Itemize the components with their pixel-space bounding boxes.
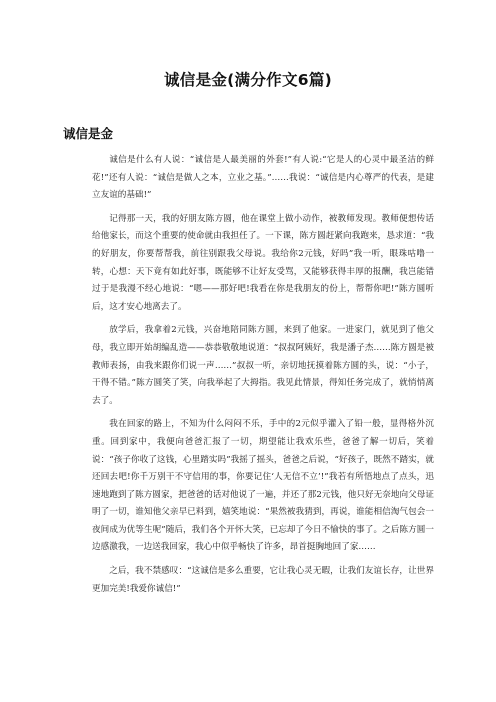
- section-heading: 诚信是金: [63, 126, 114, 141]
- paragraph-2: 记得那一天，我的好朋友陈方圆，他在课堂上做小动作，被教师发现。教师便想传话给他家长，而这个重要的使命就由我担任了。一下课，陈方圆赶紧向我跑来，恳求道：“我的好朋友，你要帮帮我，前往别跟我父母说。我给你2元钱，好吗”我一听，眼珠咕噜一转，心想：天下竟有如此好事，既能够不让好友受骂，又能够获得丰厚的报酬，我岂能错过于是我漫不经心地说：“嗯——那好吧!我看在你是我朋友的份上，帮帮你吧!”陈方圆听后，这才安心地离去了。: [92, 213, 434, 312]
- paragraph-3: 放学后，我拿着2元钱，兴奋地陪同陈方圆，来到了他家。一进家门，就见到了他父母，我立即开始胡编乱造——恭恭敬敬地说道：“叔叔阿姨好，我是潘子杰……陈方圆是被教师表扬，由我来跟你们说一声……”叔叔一听，亲切地抚摸着陈方圆的头，说：“小子，干得不错。”陈方圆笑了笑，向我举起了大拇指。我见此情景，得知任务完成了，就悄悄离去了。: [92, 325, 434, 406]
- document-title: 诚信是金(满分作文6篇): [163, 71, 333, 89]
- essay-body: [92, 152, 434, 604]
- paragraph-5: 之后，我不禁感叹：“这诚信是多么重要，它让我心灵无暇，让我们友谊长存，让世界更加完美!我爱你诚信!”: [92, 566, 434, 594]
- paragraph-1: 诚信是什么有人说：“诚信是人最美丽的外套!”有人说:“它是人的心灵中最圣洁的鲜花!”还有人说：“诚信是做人之本，立业之基。”……我说：“诚信是内心尊严的代表，是建立友谊的基础!”: [92, 155, 434, 201]
- paragraph-4: 我在回家的路上，不知为什么闷闷不乐，手中的2元似乎灌入了铅一般，显得格外沉重。回到家中，我便向爸爸汇报了一切，期望能让我欢乐些，爸爸了解一切后，笑着说：“孩子你收了这钱，心里踏实吗”我摇了摇头，爸爸之后说，“好孩子，既然不踏实，就还回去吧!你千万别干不守信用的事，你要记住‘人无信不立’!”我若有所悟地点了点头，迅速地跑到了陈方圆家，把爸爸的话对他说了一遍，并还了那2元钱，他只好无奈地向父母证明了一切，谁知他父亲早已料到，嬉笑地说：“果然被我猜到，再说，谁能相信淘气包会一夜间成为优等生呢”随后，我们各个开怀大笑，已忘却了今日不愉快的事了。之后陈方圆一边感激我，一边送我回家，我心中似乎畅快了许多，昂首挺胸地回了家……: [92, 419, 434, 553]
